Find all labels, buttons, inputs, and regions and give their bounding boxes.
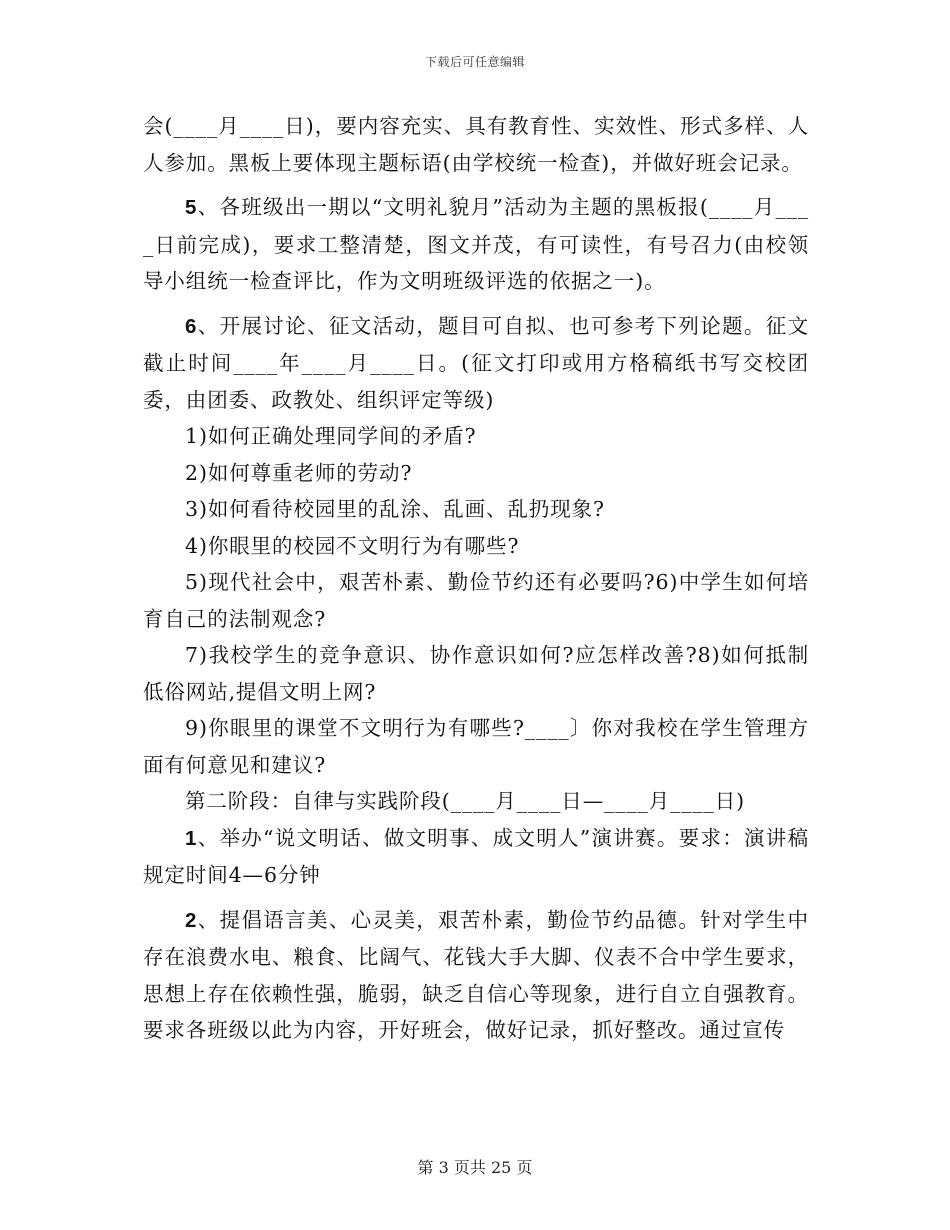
topic-1: 1)如何正确处理同学间的矛盾? [185,424,477,448]
paragraph-text: 会(____月____日)，要内容充实、具有教育性、实效性、形式多样、人人参加。黑板上要体现主题标语(由学校统一检查)，并做好班会记录。 [143,114,809,175]
page-footer: 第 3 页共 25 页 [417,1158,533,1177]
item-number: 5 [185,196,198,219]
paragraph-stage2-item-2 [143,902,809,1049]
topic-7-8: 7)我校学生的竞争意识、协作意识如何?应怎样改善?8)如何抵制低俗网站,提倡文明上网? [143,643,809,704]
topic-3: 3)如何看待校园里的乱涂、乱画、乱扔现象? [185,497,605,521]
paragraph-stage2-item-1 [143,820,809,894]
topic-4: 4)你眼里的校园不文明行为有哪些? [185,533,520,558]
topic-9: 9)你眼里的课堂不文明行为有哪些?____〕你对我校在学生管理方面有何意见和建议? [143,716,809,777]
paragraph-item-6 [143,308,809,419]
paragraph-continuation [143,108,809,181]
item-number: 1 [185,826,198,850]
paragraph-text: 、开展讨论、征文活动，题目可自拟、也可参考下列论题。征文截止时间____年____月____日。(征文打印或用方格稿纸书写交校团委，由团委、政教处、组织评定等级) [143,313,809,412]
stage-two-heading: 第二阶段：自律与实践阶段(____月____日—____月____日) [185,789,745,813]
topic-5-6: 5)现代社会中，艰苦朴素、勤俭节约还有必要吗?6)中学生如何培育自己的法制观念? [143,570,809,631]
document-body [143,108,809,1049]
topic-2: 2)如何尊重老师的劳动? [185,460,413,485]
paragraph-text: 、举办“说文明话、做文明事、成文明人”演讲赛。要求：演讲稿规定时间4—6分钟 [143,825,809,887]
paragraph-text: 、提倡语言美、心灵美，艰苦朴素，勤俭节约品德。针对学生中存在浪费水电、粮食、比阔气、花钱大手大脚、仪表不合中学生要求，思想上存在依赖性强，脆弱，缺乏自信心等现象，进行自立自强教育。要求各班级以此为内容，开好班会，做好记录，抓好整改。通过宣传 [143,907,809,1042]
page-header: 下载后可任意编辑 [424,55,525,69]
item-number: 6 [185,314,198,338]
item-number: 2 [185,908,198,932]
paragraph-text: 、各班级出一期以“文明礼貌月”活动为主题的黑板报(____月____日前完成)，要求工整清楚，图文并茂，有可读性，有号召力(由校领导小组统一检查评比，作为文明班级评选的依据之一)。 [143,195,809,293]
paragraph-item-5 [143,189,809,300]
